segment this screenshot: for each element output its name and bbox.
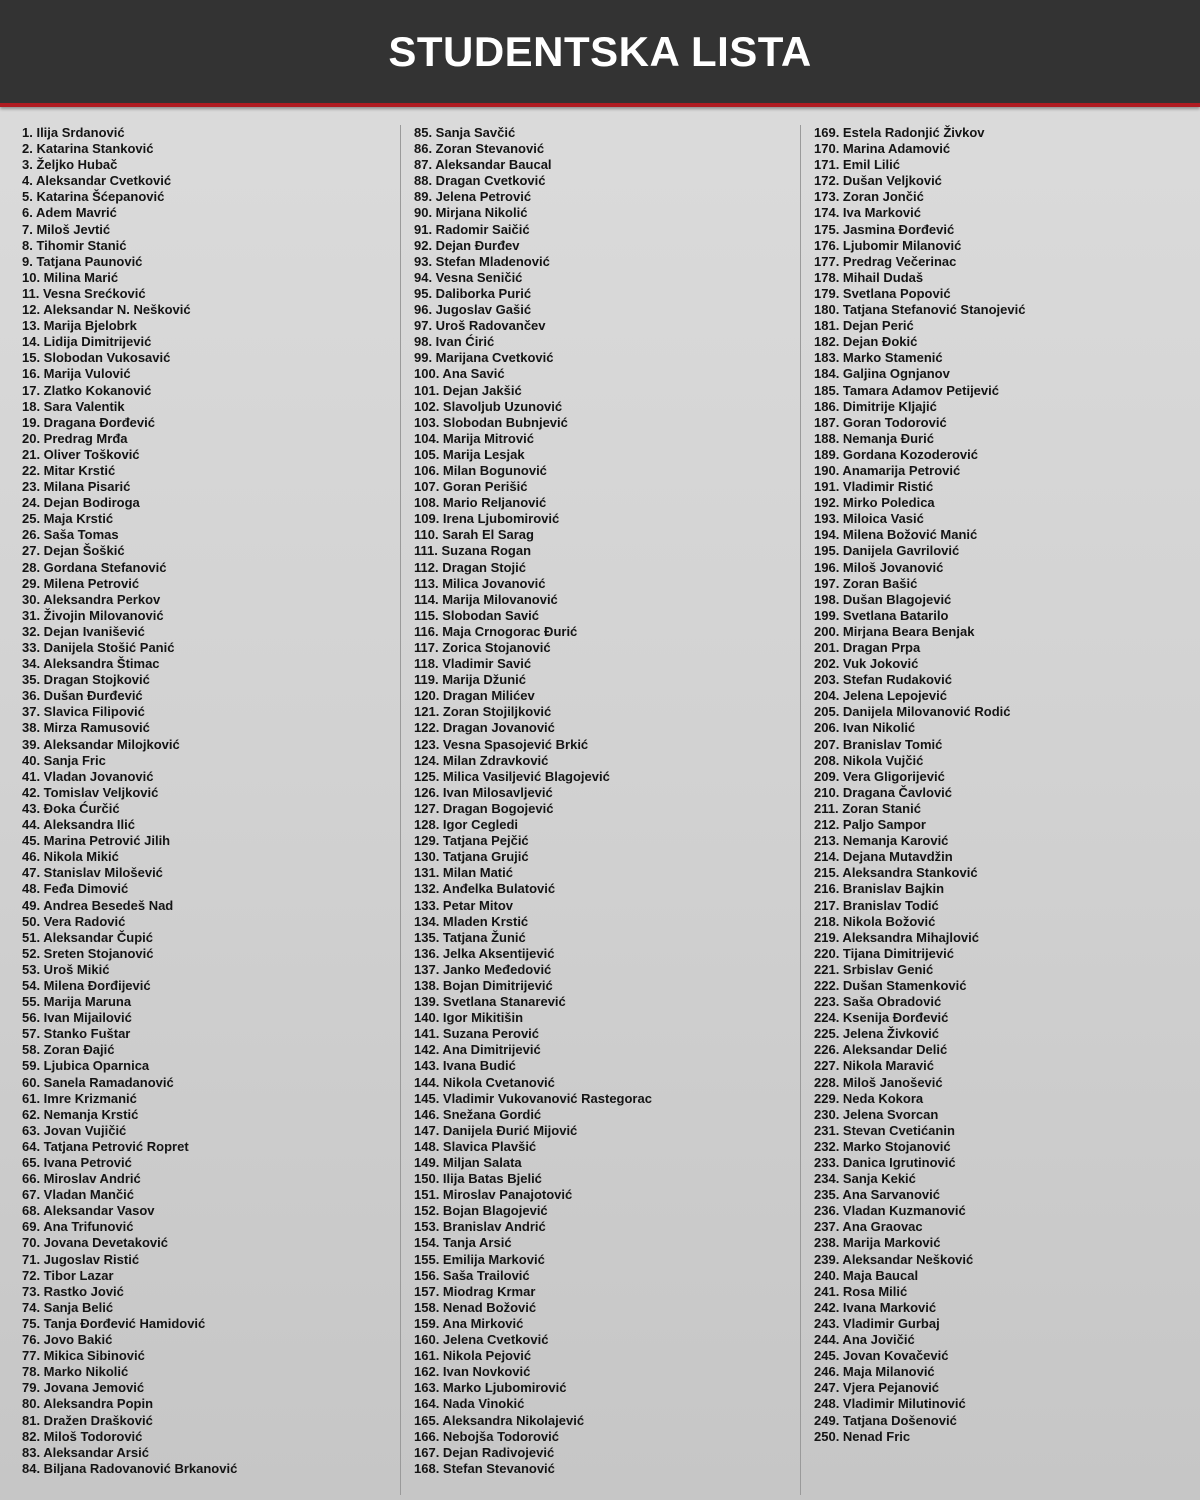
student-list-item: 230. Jelena Svorcan (814, 1106, 939, 1122)
student-list-item: 116. Maja Crnogorac Đurić (414, 623, 578, 639)
student-list-item: 80. Aleksandra Popin (22, 1396, 154, 1412)
student-list-item: 79. Jovana Jemović (22, 1380, 145, 1396)
student-list-item: 190. Anamarija Petrović (814, 462, 961, 478)
student-list-item: 186. Dimitrije Kljajić (814, 398, 937, 414)
student-list-item: 125. Milica Vasiljević Blagojević (414, 768, 610, 784)
student-list-item: 13. Marija Bjelobrk (22, 318, 137, 334)
student-list-item: 250. Nenad Fric (814, 1428, 911, 1444)
student-list-item: 132. Anđelka Bulatović (414, 881, 556, 897)
student-list-item: 194. Milena Božović Manić (814, 527, 978, 543)
student-list-item: 119. Marija Džunić (414, 672, 526, 688)
student-list-item: 102. Slavoljub Uzunović (414, 398, 563, 414)
student-list-item: 196. Miloš Jovanović (814, 559, 944, 575)
student-list-item: 236. Vladan Kuzmanović (814, 1203, 966, 1219)
student-list-item: 130. Tatjana Grujić (414, 849, 529, 865)
student-list-item: 225. Jelena Živković (814, 1026, 940, 1042)
student-list-item: 10. Milina Marić (22, 269, 119, 285)
student-list-item: 180. Tatjana Stefanović Stanojević (814, 302, 1026, 318)
student-list-item: 202. Vuk Joković (814, 656, 919, 672)
student-list-item: 191. Vladimir Ristić (814, 479, 934, 495)
student-list-item: 155. Emilija Marković (414, 1251, 545, 1267)
student-list-item: 74. Sanja Belić (22, 1299, 114, 1315)
student-list-item: 92. Dejan Đurđev (414, 237, 520, 253)
student-list-item: 58. Zoran Đajić (22, 1042, 115, 1058)
student-list-item: 200. Mirjana Beara Benjak (814, 623, 975, 639)
student-list-item: 198. Dušan Blagojević (814, 591, 952, 607)
student-list-item: 78. Marko Nikolić (22, 1364, 129, 1380)
student-list-item: 77. Mikica Sibinović (22, 1348, 145, 1364)
student-list-item: 153. Branislav Andrić (414, 1219, 546, 1235)
student-list-item: 73. Rastko Jović (22, 1283, 124, 1299)
student-list-item: 204. Jelena Lepojević (814, 688, 947, 704)
student-list-item: 123. Vesna Spasojević Brkić (414, 736, 589, 752)
student-list-item: 81. Dražen Drašković (22, 1412, 153, 1428)
student-list-item: 131. Milan Matić (414, 865, 513, 881)
student-list-item: 33. Danijela Stošić Panić (22, 640, 175, 655)
student-list-item: 63. Jovan Vujičić (22, 1122, 127, 1138)
student-list-item: 249. Tatjana Došenović (814, 1412, 957, 1428)
student-list-item: 240. Maja Baucal (814, 1267, 919, 1283)
student-list-item: 184. Galjina Ognjanov (814, 366, 950, 382)
student-list-item: 228. Miloš Janošević (814, 1074, 943, 1090)
student-list-item: 31. Živojin Milovanović (22, 607, 164, 623)
student-list-item: 22. Mitar Krstić (22, 462, 116, 478)
student-list-item: 177. Predrag Večerinac (814, 253, 957, 269)
student-list-item: 118. Vladimir Savić (414, 656, 532, 672)
student-list-item: 144. Nikola Cvetanović (414, 1074, 555, 1090)
student-list-item: 112. Dragan Stojić (414, 559, 526, 575)
student-list-item: 121. Zoran Stojiljković (414, 704, 552, 720)
student-list-item: 174. Iva Marković (814, 205, 921, 221)
student-list-item: 96. Jugoslav Gašić (414, 302, 532, 318)
student-list-item: 67. Vladan Mančić (22, 1187, 134, 1203)
student-list-item: 84. Biljana Radovanović Brkanović (22, 1460, 238, 1476)
student-list-item: 226. Aleksandar Delić (814, 1042, 948, 1058)
student-list-item: 111. Suzana Rogan (414, 543, 532, 559)
student-list-item: 149. Miljan Salata (414, 1155, 522, 1170)
student-list-item: 135. Tatjana Žunić (414, 929, 526, 945)
page-title: STUDENTSKA LISTA (388, 27, 812, 75)
student-list-item: 179. Svetlana Popović (814, 285, 951, 301)
student-list-item: 238. Marija Marković (814, 1235, 941, 1251)
student-list-item: 89. Jelena Petrović (414, 189, 532, 205)
student-list-item: 70. Jovana Devetaković (22, 1235, 168, 1251)
student-list-item: 113. Milica Jovanović (414, 575, 546, 591)
student-list-item: 212. Paljo Sampor (814, 817, 926, 833)
student-list-item: 195. Danijela Gavrilović (814, 543, 960, 559)
student-list-item: 158. Nenad Božović (414, 1299, 537, 1315)
student-list-item: 189. Gordana Kozoderović (814, 446, 978, 462)
student-list-item: 171. Emil Lilić (814, 157, 900, 173)
student-list-item: 16. Marija Vulović (22, 366, 131, 382)
student-list-item: 38. Mirza Ramusović (22, 720, 150, 736)
student-list-item: 214. Dejana Mutavdžin (814, 849, 953, 865)
student-list-item: 110. Sarah El Sarag (414, 527, 534, 543)
student-list-item: 164. Nada Vinokić (414, 1396, 525, 1412)
student-list-item: 139. Svetlana Stanarević (414, 994, 566, 1010)
student-list-item: 83. Aleksandar Arsić (22, 1444, 149, 1460)
student-list-item: 25. Maja Krstić (22, 511, 114, 527)
student-list-item: 229. Neda Kokora (814, 1090, 924, 1106)
student-list-item: 181. Dejan Perić (814, 318, 914, 334)
student-list-item: 3. Željko Hubač (22, 157, 118, 173)
student-list-item: 173. Zoran Jončić (814, 189, 924, 205)
student-list-item: 142. Ana Dimitrijević (414, 1042, 541, 1058)
student-list-item: 37. Slavica Filipović (22, 704, 145, 720)
student-list-item: 42. Tomislav Veljković (22, 784, 159, 800)
student-list-item: 157. Miodrag Krmar (414, 1283, 536, 1299)
student-list-item: 76. Jovo Bakić (22, 1332, 113, 1348)
student-list-item: 53. Uroš Mikić (22, 961, 110, 977)
student-list-item: 242. Ivana Marković (814, 1299, 937, 1315)
student-list-item: 222. Dušan Stamenković (814, 977, 967, 993)
student-list-item: 97. Uroš Radovančev (414, 318, 546, 334)
page-header (0, 0, 1200, 107)
student-list-item: 19. Dragana Đorđević (22, 414, 155, 430)
student-list-item: 220. Tijana Dimitrijević (814, 945, 954, 961)
student-list-item: 98. Ivan Ćirić (414, 334, 495, 350)
student-list (0, 107, 1200, 1495)
student-list-item: 216. Branislav Bajkin (814, 881, 945, 897)
student-column-3 (800, 125, 1200, 1495)
student-list-item: 247. Vjera Pejanović (814, 1380, 940, 1396)
student-column-2 (400, 125, 800, 1495)
student-list-item: 197. Zoran Bašić (814, 575, 918, 591)
student-list-item: 245. Jovan Kovačević (814, 1348, 949, 1364)
student-list-item: 47. Stanislav Milošević (22, 865, 163, 881)
student-list-item: 192. Mirko Poledica (814, 495, 935, 511)
student-list-item: 233. Danica Igrutinović (814, 1155, 956, 1170)
student-list-item: 140. Igor Mikitišin (414, 1010, 524, 1026)
student-list-item: 29. Milena Petrović (22, 575, 140, 591)
student-list-item: 103. Slobodan Bubnjević (414, 414, 568, 430)
student-list-item: 120. Dragan Milićev (414, 688, 535, 704)
student-list-item: 188. Nemanja Đurić (814, 430, 934, 446)
student-list-item: 154. Tanja Arsić (414, 1235, 512, 1251)
student-list-item: 114. Marija Milovanović (414, 591, 558, 607)
student-list-item: 169. Estela Radonjić Živkov (814, 125, 985, 140)
student-list-item: 65. Ivana Petrović (22, 1155, 132, 1170)
student-list-item: 55. Marija Maruna (22, 994, 132, 1010)
student-list-item: 193. Miloica Vasić (814, 511, 924, 527)
student-list-item: 32. Dejan Ivanišević (22, 623, 145, 639)
student-list-item: 170. Marina Adamović (814, 141, 951, 157)
student-list-item: 176. Ljubomir Milanović (814, 237, 962, 253)
student-list-item: 1. Ilija Srdanović (22, 125, 125, 140)
student-list-item: 86. Zoran Stevanović (414, 141, 545, 157)
student-list-item: 126. Ivan Milosavljević (414, 784, 553, 800)
student-list-item: 237. Ana Graovac (814, 1219, 923, 1235)
student-list-item: 167. Dejan Radivojević (414, 1444, 555, 1460)
student-list-item: 17. Zlatko Kokanović (22, 382, 152, 398)
student-list-item: 6. Adem Mavrić (22, 205, 117, 221)
student-list-item: 127. Dragan Bogojević (414, 800, 554, 816)
student-list-item: 100. Ana Savić (414, 366, 505, 382)
student-list-item: 87. Aleksandar Baucal (414, 157, 552, 173)
student-list-item: 52. Sreten Stojanović (22, 945, 154, 961)
student-list-item: 152. Bojan Blagojević (414, 1203, 548, 1219)
student-list-item: 15. Slobodan Vukosavić (22, 350, 171, 366)
student-list-item: 246. Maja Milanović (814, 1364, 935, 1380)
student-list-item: 9. Tatjana Paunović (22, 253, 143, 269)
student-list-item: 41. Vladan Jovanović (22, 768, 154, 784)
student-list-item: 215. Aleksandra Stanković (814, 865, 978, 881)
student-list-item: 201. Dragan Prpa (814, 640, 921, 655)
student-list-item: 104. Marija Mitrović (414, 430, 534, 446)
student-column-1 (0, 125, 400, 1495)
student-list-item: 235. Ana Sarvanović (814, 1187, 940, 1203)
student-list-item: 137. Janko Međedović (414, 961, 552, 977)
student-list-item: 35. Dragan Stojković (22, 672, 150, 688)
student-list-item: 206. Ivan Nikolić (814, 720, 916, 736)
student-list-item: 61. Imre Krizmanić (22, 1090, 137, 1106)
student-list-item: 159. Ana Mirković (414, 1315, 524, 1331)
student-list-item: 60. Sanela Ramadanović (22, 1074, 174, 1090)
student-list-item: 59. Ljubica Oparnica (22, 1058, 150, 1074)
student-list-item: 64. Tatjana Petrović Ropret (22, 1138, 189, 1154)
student-list-item: 163. Marko Ljubomirović (414, 1380, 567, 1396)
student-list-item: 115. Slobodan Savić (414, 607, 539, 623)
student-list-item: 11. Vesna Srećković (22, 285, 146, 301)
student-list-item: 68. Aleksandar Vasov (22, 1203, 155, 1219)
student-list-item: 71. Jugoslav Ristić (22, 1251, 140, 1267)
student-list-item: 203. Stefan Rudaković (814, 672, 952, 688)
student-list-item: 227. Nikola Maravić (814, 1058, 934, 1074)
student-list-item: 101. Dejan Jakšić (414, 382, 522, 398)
student-list-item: 208. Nikola Vujčić (814, 752, 924, 768)
student-list-item: 2. Katarina Stanković (22, 141, 154, 157)
student-list-item: 124. Milan Zdravković (414, 752, 549, 768)
student-list-item: 49. Andrea Besedeš Nad (22, 897, 174, 913)
student-list-item: 187. Goran Todorović (814, 414, 947, 430)
student-list-item: 21. Oliver Tošković (22, 446, 140, 462)
student-list-item: 129. Tatjana Pejčić (414, 833, 529, 849)
student-list-item: 45. Marina Petrović Jilih (22, 833, 171, 849)
student-list-item: 18. Sara Valentik (22, 398, 125, 414)
student-list-item: 90. Mirjana Nikolić (414, 205, 528, 221)
student-list-item: 117. Zorica Stojanović (414, 640, 551, 655)
student-list-item: 175. Jasmina Đorđević (814, 221, 955, 237)
student-list-item: 39. Aleksandar Milojković (22, 736, 180, 752)
student-list-item: 7. Miloš Jevtić (22, 221, 111, 237)
student-list-item: 162. Ivan Novković (414, 1364, 531, 1380)
student-list-item: 109. Irena Ljubomirović (414, 511, 560, 527)
student-list-item: 50. Vera Radović (22, 913, 126, 929)
student-list-item: 128. Igor Cegledi (414, 817, 519, 833)
student-list-item: 219. Aleksandra Mihajlović (814, 929, 979, 945)
student-list-item: 106. Milan Bogunović (414, 462, 547, 478)
student-list-item: 34. Aleksandra Štimac (22, 656, 160, 672)
student-list-item: 12. Aleksandar N. Nešković (22, 302, 191, 318)
student-list-item: 168. Stefan Stevanović (414, 1460, 555, 1476)
student-list-item: 30. Aleksandra Perkov (22, 591, 161, 607)
student-list-item: 26. Saša Tomas (22, 527, 119, 543)
student-list-item: 210. Dragana Čavlović (814, 784, 953, 800)
student-list-item: 199. Svetlana Batarilo (814, 607, 949, 623)
student-list-item: 165. Aleksandra Nikolajević (414, 1412, 585, 1428)
student-list-item: 82. Miloš Todorović (22, 1428, 143, 1444)
student-list-item: 5. Katarina Šćepanović (22, 189, 165, 205)
student-list-item: 148. Slavica Plavšić (414, 1138, 537, 1154)
student-list-item: 44. Aleksandra Ilić (22, 817, 135, 833)
student-list-item: 244. Ana Jovičić (814, 1332, 915, 1348)
student-list-item: 141. Suzana Perović (414, 1026, 540, 1042)
student-list-item: 43. Đoka Ćurčić (22, 800, 120, 816)
student-list-item: 241. Rosa Milić (814, 1283, 908, 1299)
student-list-item: 36. Dušan Đurđević (22, 688, 143, 704)
student-list-item: 185. Tamara Adamov Petijević (814, 382, 999, 398)
student-list-item: 46. Nikola Mikić (22, 849, 119, 865)
student-list-item: 134. Mladen Krstić (414, 913, 529, 929)
student-list-item: 72. Tibor Lazar (22, 1267, 114, 1283)
student-list-item: 223. Saša Obradović (814, 994, 942, 1010)
student-list-item: 48. Feđa Dimović (22, 881, 129, 897)
student-list-item: 232. Marko Stojanović (814, 1138, 951, 1154)
student-list-item: 166. Nebojša Todorović (414, 1428, 559, 1444)
student-list-item: 138. Bojan Dimitrijević (414, 977, 553, 993)
student-list-item: 205. Danijela Milovanović Rodić (814, 704, 1011, 720)
student-list-item: 27. Dejan Šoškić (22, 543, 125, 559)
student-list-item: 75. Tanja Đorđević Hamidović (22, 1315, 206, 1331)
student-list-item: 99. Marijana Cvetković (414, 350, 554, 366)
student-list-item: 221. Srbislav Genić (814, 961, 934, 977)
student-list-item: 28. Gordana Stefanović (22, 559, 167, 575)
student-list-item: 178. Mihail Dudaš (814, 269, 924, 285)
student-list-item: 88. Dragan Cvetković (414, 173, 546, 189)
student-list-item: 91. Radomir Saičić (414, 221, 530, 237)
student-list-item: 54. Milena Đorđijević (22, 977, 151, 993)
student-list-item: 95. Daliborka Purić (414, 285, 532, 301)
student-list-item: 183. Marko Stamenić (814, 350, 943, 366)
student-list-item: 231. Stevan Cvetićanin (814, 1122, 955, 1138)
student-list-item: 207. Branislav Tomić (814, 736, 943, 752)
student-list-item: 239. Aleksandar Nešković (814, 1251, 974, 1267)
student-list-item: 182. Dejan Đokić (814, 334, 918, 350)
student-list-item: 94. Vesna Seničić (414, 269, 523, 285)
student-list-item: 14. Lidija Dimitrijević (22, 334, 152, 350)
student-list-item: 209. Vera Gligorijević (814, 768, 945, 784)
student-list-item: 108. Mario Reljanović (414, 495, 547, 511)
student-list-item: 150. Ilija Batas Bjelić (414, 1171, 542, 1187)
student-list-item: 85. Sanja Savčić (414, 125, 516, 140)
student-list-item: 143. Ivana Budić (414, 1058, 516, 1074)
student-list-item: 8. Tihomir Stanić (22, 237, 127, 253)
student-list-item: 20. Predrag Mrđa (22, 430, 128, 446)
student-list-item: 4. Aleksandar Cvetković (22, 173, 172, 189)
student-list-item: 156. Saša Trailović (414, 1267, 530, 1283)
student-list-item: 40. Sanja Fric (22, 752, 106, 768)
student-list-item: 218. Nikola Božović (814, 913, 936, 929)
student-list-item: 151. Miroslav Panajotović (414, 1187, 573, 1203)
student-list-item: 24. Dejan Bodiroga (22, 495, 140, 511)
student-list-item: 105. Marija Lesjak (414, 446, 525, 462)
student-list-item: 122. Dragan Jovanović (414, 720, 555, 736)
student-list-item: 147. Danijela Đurić Mijović (414, 1122, 578, 1138)
student-list-item: 224. Ksenija Đorđević (814, 1010, 949, 1026)
student-list-item: 213. Nemanja Karović (814, 833, 949, 849)
student-list-item: 69. Ana Trifunović (22, 1219, 134, 1235)
student-list-item: 146. Snežana Gordić (414, 1106, 542, 1122)
student-list-item: 66. Miroslav Andrić (22, 1171, 141, 1187)
student-list-item: 23. Milana Pisarić (22, 479, 131, 495)
student-list-item: 217. Branislav Todić (814, 897, 939, 913)
student-list-item: 211. Zoran Stanić (814, 800, 921, 816)
student-list-item: 145. Vladimir Vukovanović Rastegorac (414, 1090, 652, 1106)
student-list-item: 62. Nemanja Krstić (22, 1106, 139, 1122)
student-list-item: 161. Nikola Pejović (414, 1348, 532, 1364)
student-list-item: 160. Jelena Cvetković (414, 1332, 549, 1348)
student-list-item: 243. Vladimir Gurbaj (814, 1315, 940, 1331)
student-list-item: 56. Ivan Mijailović (22, 1010, 132, 1026)
student-list-item: 51. Aleksandar Čupić (22, 929, 154, 945)
student-list-item: 172. Dušan Veljković (814, 173, 942, 189)
student-list-item: 234. Sanja Kekić (814, 1171, 916, 1187)
student-list-item: 107. Goran Perišić (414, 479, 528, 495)
student-list-item: 93. Stefan Mladenović (414, 253, 550, 269)
student-list-item: 57. Stanko Fuštar (22, 1026, 131, 1042)
student-list-item: 248. Vladimir Milutinović (814, 1396, 966, 1412)
student-list-item: 133. Petar Mitov (414, 897, 513, 913)
student-list-item: 136. Jelka Aksentijević (414, 945, 555, 961)
